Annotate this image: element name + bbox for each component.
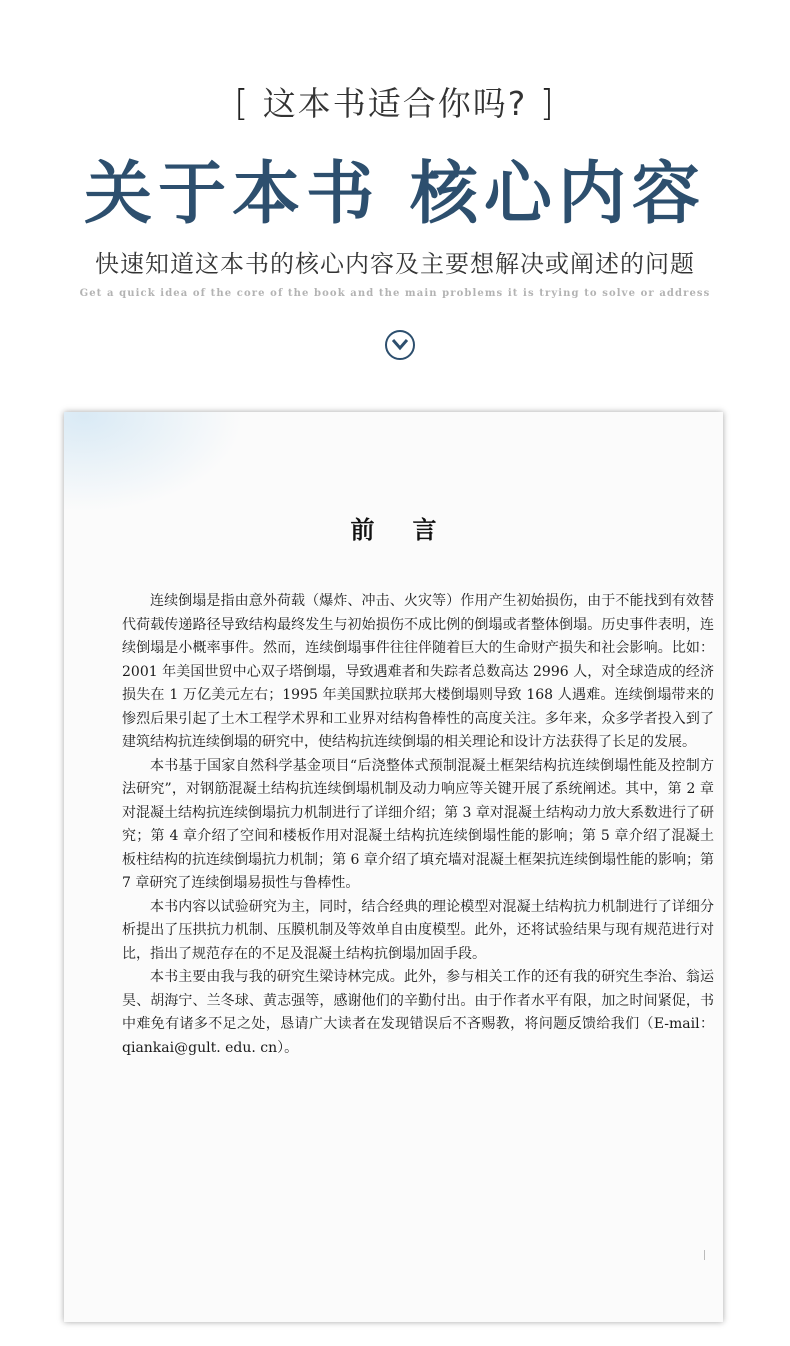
paragraph-1: 连续倒塌是指由意外荷载（爆炸、冲击、火灾等）作用产生初始损伤，由于不能找到有效替代荷载传递路径导致结构最终发生与初始损伤不成比例的倒塌或者整体倒塌。历史事件表明，连续倒塌是小概率事件。然而，连续倒塌事件往往伴随着巨大的生命财产损失和社会影响。比如：2001 年美国世贸中心双子塔倒塌，导致遇难者和失踪者总数高达 2996 人，对全球造成的经济损失在 1 万亿美元左右；1995 年美国默拉联邦大楼倒塌则导致 168 人遇难。连续倒塌带来的惨烈后果引起了土木工程学术界和工业界对结构鲁棒性的高度关注。多年来，众多学者投入到了建筑结构抗连续倒塌的研究中，使结构抗连续倒塌的相关理论和设计方法获得了长足的发展。 [122, 593, 714, 750]
header-section [0, 0, 790, 400]
book-page-scan [64, 412, 723, 1322]
page-light-glare [64, 412, 244, 512]
paragraph-4: 本书主要由我与我的研究生梁诗林完成。此外，参与相关工作的还有我的研究生李治、翁运昊、胡海宁、兰冬球、黄志强等，感谢他们的辛勤付出。由于作者水平有限，加之时间紧促，书中难免有诸多不足之处，恳请广大读者在发现错误后不吝赐教，将问题反馈给我们（E-mail：qiankai@gult. edu. cn）。 [122, 969, 714, 1056]
tagline-bracket-right: ] [539, 83, 556, 124]
page-title: 前言 [350, 515, 475, 544]
chevron-down-circle-icon[interactable] [385, 330, 415, 360]
page-margin-mark [704, 1250, 709, 1260]
tagline-bracket-left: [ [234, 83, 251, 124]
subtitle-english: Get a quick idea of the core of the book and the main problems it is trying to solve or address [79, 288, 711, 299]
tagline [0, 78, 790, 125]
preface-body [122, 590, 714, 1060]
main-title: 关于本书 核心内容 [84, 154, 706, 234]
paragraph-3: 本书内容以试验研究为主，同时，结合经典的理论模型对混凝土结构抗力机制进行了详细分析提出了压拱抗力机制、压膜机制及等效单自由度模型。此外，还将试验结果与现有规范进行对比，指出了规范存在的不足及混凝土结构抗倒塌加固手段。 [122, 898, 714, 962]
paragraph-2: 本书基于国家自然科学基金项目“后浇整体式预制混凝土框架结构抗连续倒塌性能及控制方法研究”，对钢筋混凝土结构抗连续倒塌机制及动力响应等关键开展了系统阐述。其中，第 2 章对混凝土结构抗连续倒塌抗力机制进行了详细介绍；第 3 章对混凝土结构动力放大系数进行了研究；第 4 章介绍了空间和楼板作用对混凝土结构抗连续倒塌性能的影响；第 5 章介绍了混凝土板柱结构的抗连续倒塌抗力机制；第 6 章介绍了填充墙对混凝土框架抗连续倒塌性能的影响；第 7 章研究了连续倒塌易损性与鲁棒性。 [122, 757, 714, 891]
chevron-down-icon [392, 338, 408, 352]
subtitle: 快速知道这本书的核心内容及主要想解决或阐述的问题 [95, 250, 695, 278]
tagline-text: 这本书适合你吗? [262, 84, 528, 123]
